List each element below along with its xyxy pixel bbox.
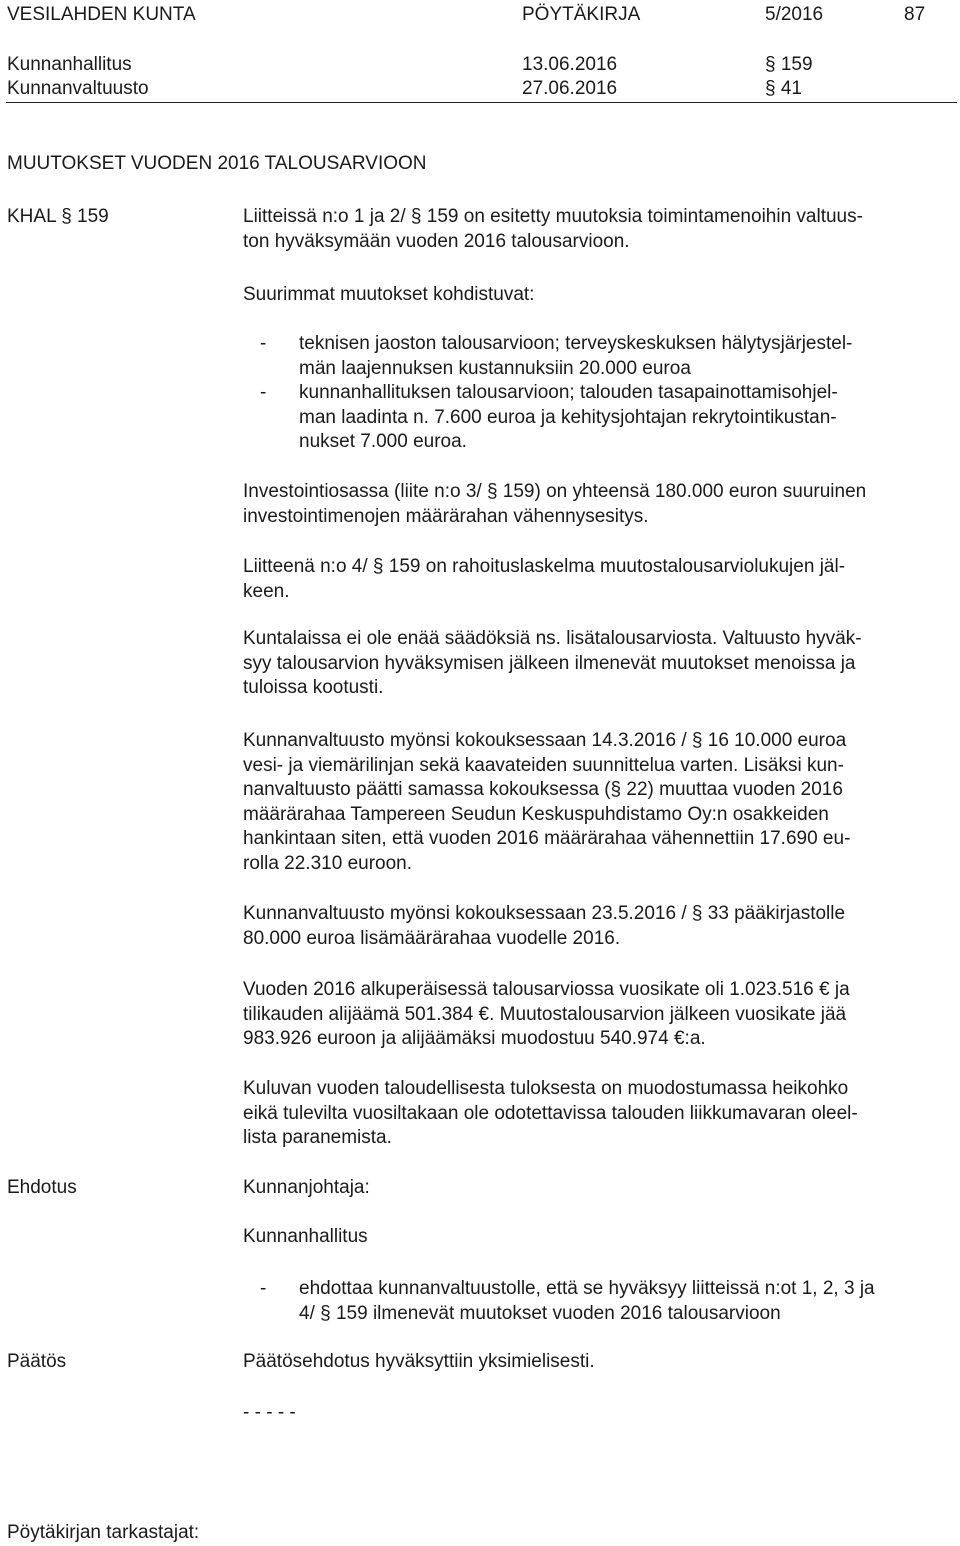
paragraph-line: Liitteenä n:o 4/ § 159 on rahoituslaskelma muutostalousarviolukujen jäl- [243,556,846,577]
proposal-line: 4/ § 159 ilmenevät muutokset vuoden 2016 talousarvioon [299,1302,781,1324]
intro-line: ton hyväksymään vuoden 2016 talousarvioon. [243,230,630,252]
proposing-body: Kunnanhallitus [243,1226,368,1247]
paragraph-outlook [243,1077,858,1151]
paragraph-line: Vuoden 2016 alkuperäisessä talousarviossa vuosikate oli 1.023.516 € ja [243,979,850,1000]
header-body-2: Kunnanvaltuusto [7,78,149,99]
intro-line: Liitteissä n:o 1 ja 2/ § 159 on esitetty muutoksia toimintamenoihin valtuus- [243,206,863,227]
paragraph-line: 80.000 euroa lisämäärärahaa vuodelle 2016. [243,927,621,949]
paragraph-line: tuloissa kootusti. [243,677,384,699]
bullet-dash: - [260,333,267,354]
khal-label: KHAL § 159 [7,206,109,227]
header-date-2: 27.06.2016 [522,78,618,99]
bullet-item [299,332,852,381]
paragraph-line: lista paranemista. [243,1127,392,1149]
document-type: PÖYTÄKIRJA [522,4,641,25]
paragraph-line: Kunnanvaltuusto myönsi kokouksessaan 14.3.2016 / § 16 10.000 euroa [243,730,847,751]
footer-reviewers: Pöytäkirjan tarkastajat: [7,1522,200,1543]
intro-text [243,205,863,254]
paragraph-budget-figures [243,978,850,1052]
header-body-1: Kunnanhallitus [7,54,132,75]
paragraph-line: tilikauden alijäämä 501.384 €. Muutostalousarvion jälkeen vuosikate jää [243,1003,847,1025]
changes-heading: Suurimmat muutokset kohdistuvat: [243,284,535,305]
proposal-item [299,1277,875,1326]
decision-text: Päätösehdotus hyväksyttiin yksimielisesti. [243,1351,595,1372]
paragraph-line: määrärahaa Tampereen Seudun Keskuspuhdistamo Oy:n osakkeiden [243,803,829,825]
section-separator: - - - - - [243,1402,296,1423]
proposer: Kunnanjohtaja: [243,1177,370,1198]
proposal-line: ehdottaa kunnanvaltuustolle, että se hyväksyy liitteissä n:ot 1, 2, 3 ja [299,1278,875,1299]
paatos-label: Päätös [7,1351,67,1372]
bullet-line: man laadinta n. 7.600 euroa ja kehitysjohtajan rekrytointikustan- [299,406,837,428]
header-section-1: § 159 [765,54,813,75]
document-title: MUUTOKSET VUODEN 2016 TALOUSARVIOON [7,153,427,174]
ehdotus-label: Ehdotus [7,1177,77,1198]
paragraph-line: vesi- ja viemärilinjan sekä kaavateiden suunnittelua varten. Lisäksi kun- [243,754,844,776]
bullet-line: teknisen jaoston talousarvioon; terveyskeskuksen hälytysjärjestel- [299,333,853,354]
paragraph-line: Investointiosassa (liite n:o 3/ § 159) on yhteensä 180.000 euron suuruinen [243,481,867,502]
paragraph-financing [243,555,845,604]
paragraph-line: hankintaan siten, että vuoden 2016 määrärahaa vähennettiin 17.690 eu- [243,828,851,850]
paragraph-line: 983.926 euroon ja alijäämäksi muodostuu 540.974 €:a. [243,1028,706,1050]
paragraph-municipal-law [243,627,862,701]
bullet-dash: - [260,382,267,403]
paragraph-council-may [243,902,845,951]
bullet-line: män laajennuksen kustannuksiin 20.000 euroa [299,357,691,379]
page-number: 87 [904,4,926,25]
paragraph-investments [243,480,866,529]
paragraph-line: Kunnanvaltuusto myönsi kokouksessaan 23.5.2016 / § 33 pääkirjastolle [243,903,846,924]
bullet-line: nukset 7.000 euroa. [299,431,467,453]
header-divider [6,102,957,103]
paragraph-line: nanvaltuusto päätti samassa kokouksessa (§ 22) muuttaa vuoden 2016 [243,779,843,801]
paragraph-line: investointimenojen määrärahan vähennysesitys. [243,505,649,527]
paragraph-line: rolla 22.310 euroon. [243,852,413,874]
paragraph-line: keen. [243,580,290,602]
bullet-line: kunnanhallituksen talousarvioon; talouden tasapainottamisohjel- [299,382,838,403]
header-date-1: 13.06.2016 [522,54,618,75]
header-section-2: § 41 [765,78,802,99]
bullet-item [299,381,838,455]
paragraph-line: eikä tulevilta vuosiltakaan ole odotettavissa talouden liikkumavaran oleel- [243,1102,858,1124]
paragraph-council-march [243,729,850,877]
document-number: 5/2016 [765,4,824,25]
municipality-name: VESILAHDEN KUNTA [7,4,196,25]
paragraph-line: syy talousarvion hyväksymisen jälkeen ilmenevät muutokset menoissa ja [243,652,856,674]
proposal-dash: - [260,1278,267,1299]
paragraph-line: Kuntalaissa ei ole enää säädöksiä ns. lisätalousarviosta. Valtuusto hyväk- [243,628,862,649]
paragraph-line: Kuluvan vuoden taloudellisesta tuloksesta on muodostumassa heikohko [243,1078,849,1099]
